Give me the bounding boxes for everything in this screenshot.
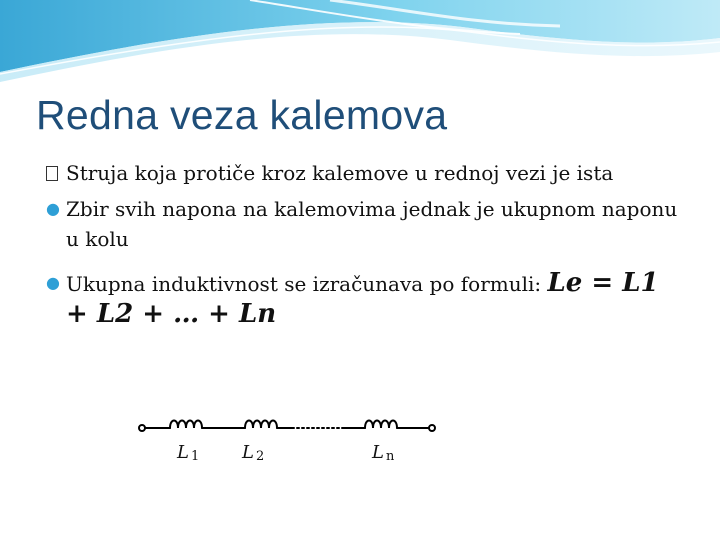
bullet-list [46, 158, 686, 330]
series-inductor-circuit-diagram [130, 406, 440, 472]
inductor-l1-icon [170, 421, 202, 429]
bullet-text: Zbir svih napona na kalemovima jednak je ukupnom naponu u kolu [66, 197, 678, 251]
bullet-icon: ● [46, 199, 60, 218]
slide-title: Redna veza kalemova [36, 92, 448, 138]
inductor-label-l1: L 1 [177, 442, 200, 464]
bullet-icon: ● [46, 273, 60, 292]
inductor-l2-icon [245, 421, 277, 429]
missing-glyph-icon [46, 166, 58, 181]
bullet-text: Struja koja protiče kroz kalemove u rednoj vezi je ista [66, 161, 614, 185]
inductance-formula: Le = L1 + L2 + … + Ln [66, 268, 659, 329]
bullet-item [46, 158, 686, 188]
bullet-item [46, 268, 686, 330]
bullet-text: Ukupna induktivnost se izračunava po formuli: [66, 272, 542, 296]
inductor-label-ln: L n [372, 442, 395, 464]
header-wave-decoration [0, 0, 720, 90]
bullet-item [46, 194, 686, 254]
inductor-label-l2: L 2 [242, 442, 265, 464]
inductor-ln-icon [365, 421, 397, 429]
